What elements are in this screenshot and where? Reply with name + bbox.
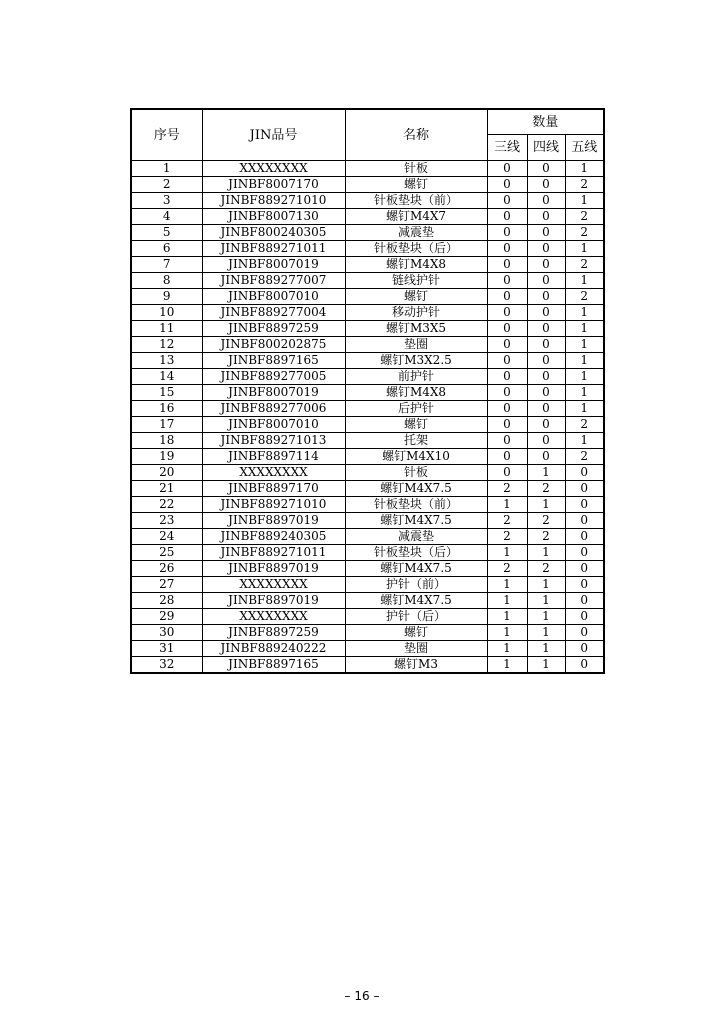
cell-qty-four: 0 (527, 209, 565, 225)
cell-part-no: JINBF8897019 (202, 593, 345, 609)
table-row (131, 273, 604, 289)
cell-qty-five: 1 (565, 353, 604, 369)
cell-part-no: JINBF889271011 (202, 545, 345, 561)
cell-name: 护针（前） (345, 577, 487, 593)
table-row (131, 353, 604, 369)
cell-qty-five: 1 (565, 241, 604, 257)
table-row (131, 481, 604, 497)
cell-qty-five: 0 (565, 641, 604, 657)
cell-qty-four: 0 (527, 177, 565, 193)
cell-qty-five: 1 (565, 321, 604, 337)
table-row (131, 369, 604, 385)
table-header (131, 109, 604, 161)
cell-qty-five: 2 (565, 209, 604, 225)
cell-name: 螺钉M4X7.5 (345, 561, 487, 577)
cell-seq: 8 (131, 273, 202, 289)
cell-seq: 27 (131, 577, 202, 593)
cell-part-no: JINBF8897170 (202, 481, 345, 497)
parts-table (130, 108, 605, 674)
cell-name: 螺钉M3X2.5 (345, 353, 487, 369)
cell-qty-four: 0 (527, 433, 565, 449)
cell-seq: 19 (131, 449, 202, 465)
cell-seq: 5 (131, 225, 202, 241)
header-qty: 数量 (487, 109, 604, 135)
table-row (131, 657, 604, 674)
cell-qty-four: 2 (527, 529, 565, 545)
table-row (131, 577, 604, 593)
cell-name: 螺钉M4X10 (345, 449, 487, 465)
cell-qty-five: 2 (565, 449, 604, 465)
cell-name: 移动护针 (345, 305, 487, 321)
table-row (131, 209, 604, 225)
table-row (131, 625, 604, 641)
cell-qty-four: 0 (527, 417, 565, 433)
cell-seq: 15 (131, 385, 202, 401)
cell-qty-three: 0 (487, 257, 527, 273)
cell-qty-five: 1 (565, 273, 604, 289)
cell-qty-five: 0 (565, 577, 604, 593)
cell-name: 螺钉M3 (345, 657, 487, 674)
cell-qty-three: 1 (487, 641, 527, 657)
cell-seq: 32 (131, 657, 202, 674)
cell-qty-three: 2 (487, 481, 527, 497)
cell-qty-four: 0 (527, 257, 565, 273)
cell-name: 螺钉M4X7.5 (345, 513, 487, 529)
cell-part-no: JINBF889240305 (202, 529, 345, 545)
cell-qty-four: 1 (527, 593, 565, 609)
cell-seq: 13 (131, 353, 202, 369)
cell-qty-four: 0 (527, 241, 565, 257)
cell-qty-five: 2 (565, 177, 604, 193)
cell-part-no: JINBF8007019 (202, 257, 345, 273)
cell-qty-three: 2 (487, 561, 527, 577)
cell-part-no: JINBF8007010 (202, 289, 345, 305)
cell-qty-four: 0 (527, 161, 565, 177)
table-row (131, 401, 604, 417)
table-row (131, 337, 604, 353)
cell-qty-three: 2 (487, 513, 527, 529)
cell-qty-four: 0 (527, 305, 565, 321)
cell-seq: 12 (131, 337, 202, 353)
header-qty-three-thread: 三线 (487, 135, 527, 161)
cell-part-no: JINBF889271013 (202, 433, 345, 449)
cell-seq: 21 (131, 481, 202, 497)
cell-qty-three: 0 (487, 161, 527, 177)
cell-qty-three: 1 (487, 609, 527, 625)
cell-qty-five: 0 (565, 625, 604, 641)
table-row (131, 449, 604, 465)
cell-name: 针板垫块（前） (345, 193, 487, 209)
header-part-no: JIN品号 (202, 109, 345, 161)
cell-qty-three: 0 (487, 193, 527, 209)
table-row (131, 609, 604, 625)
cell-seq: 30 (131, 625, 202, 641)
table-row (131, 305, 604, 321)
cell-qty-four: 0 (527, 369, 565, 385)
table-row (131, 225, 604, 241)
cell-seq: 6 (131, 241, 202, 257)
cell-seq: 20 (131, 465, 202, 481)
cell-name: 针板 (345, 465, 487, 481)
cell-qty-three: 0 (487, 449, 527, 465)
table-row (131, 593, 604, 609)
cell-qty-four: 0 (527, 225, 565, 241)
cell-name: 针板垫块（后） (345, 545, 487, 561)
cell-name: 后护针 (345, 401, 487, 417)
cell-name: 螺钉 (345, 289, 487, 305)
header-qty-four-thread: 四线 (527, 135, 565, 161)
cell-qty-three: 0 (487, 225, 527, 241)
cell-name: 托架 (345, 433, 487, 449)
table-row (131, 193, 604, 209)
cell-qty-three: 1 (487, 497, 527, 513)
cell-seq: 16 (131, 401, 202, 417)
cell-qty-three: 0 (487, 465, 527, 481)
cell-qty-five: 0 (565, 497, 604, 513)
cell-seq: 10 (131, 305, 202, 321)
cell-name: 螺钉M4X7 (345, 209, 487, 225)
cell-part-no: JINBF8897259 (202, 625, 345, 641)
cell-qty-four: 1 (527, 609, 565, 625)
cell-qty-five: 1 (565, 337, 604, 353)
cell-name: 前护针 (345, 369, 487, 385)
cell-qty-five: 0 (565, 545, 604, 561)
cell-qty-five: 0 (565, 561, 604, 577)
header-name: 名称 (345, 109, 487, 161)
table-row (131, 561, 604, 577)
cell-qty-five: 1 (565, 401, 604, 417)
cell-qty-four: 0 (527, 449, 565, 465)
cell-qty-five: 1 (565, 305, 604, 321)
cell-qty-five: 2 (565, 257, 604, 273)
cell-qty-three: 0 (487, 353, 527, 369)
cell-qty-five: 0 (565, 465, 604, 481)
table-row (131, 641, 604, 657)
cell-seq: 26 (131, 561, 202, 577)
cell-qty-four: 0 (527, 193, 565, 209)
cell-name: 螺钉 (345, 625, 487, 641)
cell-qty-five: 2 (565, 289, 604, 305)
cell-qty-four: 0 (527, 401, 565, 417)
cell-qty-five: 2 (565, 417, 604, 433)
table-body (131, 161, 604, 674)
table-row (131, 289, 604, 305)
header-seq: 序号 (131, 109, 202, 161)
cell-qty-five: 0 (565, 513, 604, 529)
cell-qty-five: 0 (565, 657, 604, 674)
cell-name: 螺钉 (345, 417, 487, 433)
table-row (131, 241, 604, 257)
table-row (131, 513, 604, 529)
table-row (131, 433, 604, 449)
cell-qty-three: 0 (487, 273, 527, 289)
cell-part-no: JINBF800240305 (202, 225, 345, 241)
cell-qty-three: 0 (487, 321, 527, 337)
cell-qty-five: 1 (565, 369, 604, 385)
cell-qty-three: 0 (487, 289, 527, 305)
cell-name: 减震垫 (345, 529, 487, 545)
cell-name: 螺钉 (345, 177, 487, 193)
cell-qty-three: 0 (487, 177, 527, 193)
cell-seq: 23 (131, 513, 202, 529)
cell-qty-five: 1 (565, 385, 604, 401)
cell-name: 垫圈 (345, 337, 487, 353)
cell-qty-four: 0 (527, 289, 565, 305)
table-row (131, 321, 604, 337)
cell-qty-five: 1 (565, 161, 604, 177)
cell-qty-three: 0 (487, 241, 527, 257)
cell-name: 螺钉M4X7.5 (345, 593, 487, 609)
cell-part-no: JINBF8897259 (202, 321, 345, 337)
cell-part-no: XXXXXXXX (202, 161, 345, 177)
cell-qty-three: 0 (487, 417, 527, 433)
cell-qty-five: 0 (565, 481, 604, 497)
cell-qty-three: 1 (487, 545, 527, 561)
cell-qty-four: 1 (527, 545, 565, 561)
cell-seq: 18 (131, 433, 202, 449)
cell-name: 螺钉M4X8 (345, 257, 487, 273)
cell-qty-five: 0 (565, 593, 604, 609)
table-row (131, 417, 604, 433)
cell-part-no: JINBF8007010 (202, 417, 345, 433)
cell-name: 护针（后） (345, 609, 487, 625)
cell-part-no: JINBF889240222 (202, 641, 345, 657)
cell-qty-three: 1 (487, 593, 527, 609)
cell-part-no: XXXXXXXX (202, 577, 345, 593)
cell-name: 螺钉M4X7.5 (345, 481, 487, 497)
table-row (131, 257, 604, 273)
cell-part-no: JINBF8007130 (202, 209, 345, 225)
cell-part-no: JINBF8897019 (202, 561, 345, 577)
cell-qty-five: 2 (565, 225, 604, 241)
cell-qty-four: 1 (527, 577, 565, 593)
cell-qty-three: 1 (487, 577, 527, 593)
cell-name: 减震垫 (345, 225, 487, 241)
cell-seq: 4 (131, 209, 202, 225)
cell-qty-four: 2 (527, 481, 565, 497)
cell-part-no: JINBF8897114 (202, 449, 345, 465)
cell-qty-three: 1 (487, 657, 527, 674)
cell-name: 垫圈 (345, 641, 487, 657)
header-qty-five-thread: 五线 (565, 135, 604, 161)
cell-part-no: JINBF889277005 (202, 369, 345, 385)
cell-part-no: JINBF889271010 (202, 497, 345, 513)
cell-qty-four: 1 (527, 465, 565, 481)
cell-seq: 11 (131, 321, 202, 337)
cell-qty-three: 2 (487, 529, 527, 545)
cell-part-no: JINBF889271011 (202, 241, 345, 257)
cell-qty-four: 0 (527, 353, 565, 369)
cell-seq: 17 (131, 417, 202, 433)
cell-qty-four: 1 (527, 497, 565, 513)
cell-qty-three: 0 (487, 385, 527, 401)
cell-seq: 31 (131, 641, 202, 657)
cell-qty-five: 0 (565, 529, 604, 545)
cell-part-no: JINBF8897019 (202, 513, 345, 529)
cell-qty-four: 1 (527, 625, 565, 641)
table-row (131, 161, 604, 177)
table-row (131, 177, 604, 193)
cell-qty-four: 2 (527, 513, 565, 529)
cell-qty-five: 1 (565, 193, 604, 209)
cell-qty-four: 0 (527, 337, 565, 353)
cell-qty-four: 0 (527, 321, 565, 337)
cell-qty-three: 0 (487, 209, 527, 225)
cell-qty-three: 0 (487, 369, 527, 385)
cell-seq: 7 (131, 257, 202, 273)
cell-name: 针板 (345, 161, 487, 177)
table-row (131, 497, 604, 513)
cell-part-no: JINBF8897165 (202, 657, 345, 674)
page-number: – 16 – (344, 989, 380, 1003)
cell-qty-five: 0 (565, 609, 604, 625)
cell-qty-three: 0 (487, 401, 527, 417)
cell-name: 螺钉M3X5 (345, 321, 487, 337)
cell-part-no: JINBF8897165 (202, 353, 345, 369)
cell-seq: 22 (131, 497, 202, 513)
cell-seq: 9 (131, 289, 202, 305)
table-row (131, 385, 604, 401)
cell-qty-four: 0 (527, 273, 565, 289)
cell-name: 链线护针 (345, 273, 487, 289)
cell-part-no: JINBF8007019 (202, 385, 345, 401)
cell-name: 螺钉M4X8 (345, 385, 487, 401)
cell-qty-three: 0 (487, 305, 527, 321)
cell-part-no: XXXXXXXX (202, 609, 345, 625)
cell-seq: 25 (131, 545, 202, 561)
cell-seq: 14 (131, 369, 202, 385)
cell-qty-five: 1 (565, 433, 604, 449)
cell-part-no: JINBF889277004 (202, 305, 345, 321)
cell-seq: 24 (131, 529, 202, 545)
cell-name: 针板垫块（后） (345, 241, 487, 257)
header-row-1 (131, 109, 604, 135)
cell-seq: 2 (131, 177, 202, 193)
cell-qty-four: 2 (527, 561, 565, 577)
cell-part-no: JINBF800202875 (202, 337, 345, 353)
cell-seq: 1 (131, 161, 202, 177)
cell-part-no: XXXXXXXX (202, 465, 345, 481)
cell-seq: 28 (131, 593, 202, 609)
cell-qty-three: 0 (487, 433, 527, 449)
cell-seq: 3 (131, 193, 202, 209)
cell-name: 针板垫块（前） (345, 497, 487, 513)
cell-seq: 29 (131, 609, 202, 625)
cell-qty-four: 0 (527, 385, 565, 401)
cell-part-no: JINBF889271010 (202, 193, 345, 209)
table-row (131, 545, 604, 561)
cell-qty-three: 1 (487, 625, 527, 641)
cell-qty-three: 0 (487, 337, 527, 353)
cell-part-no: JINBF8007170 (202, 177, 345, 193)
cell-qty-four: 1 (527, 641, 565, 657)
cell-part-no: JINBF889277007 (202, 273, 345, 289)
table-row (131, 529, 604, 545)
cell-qty-four: 1 (527, 657, 565, 674)
table-row (131, 465, 604, 481)
cell-part-no: JINBF889277006 (202, 401, 345, 417)
